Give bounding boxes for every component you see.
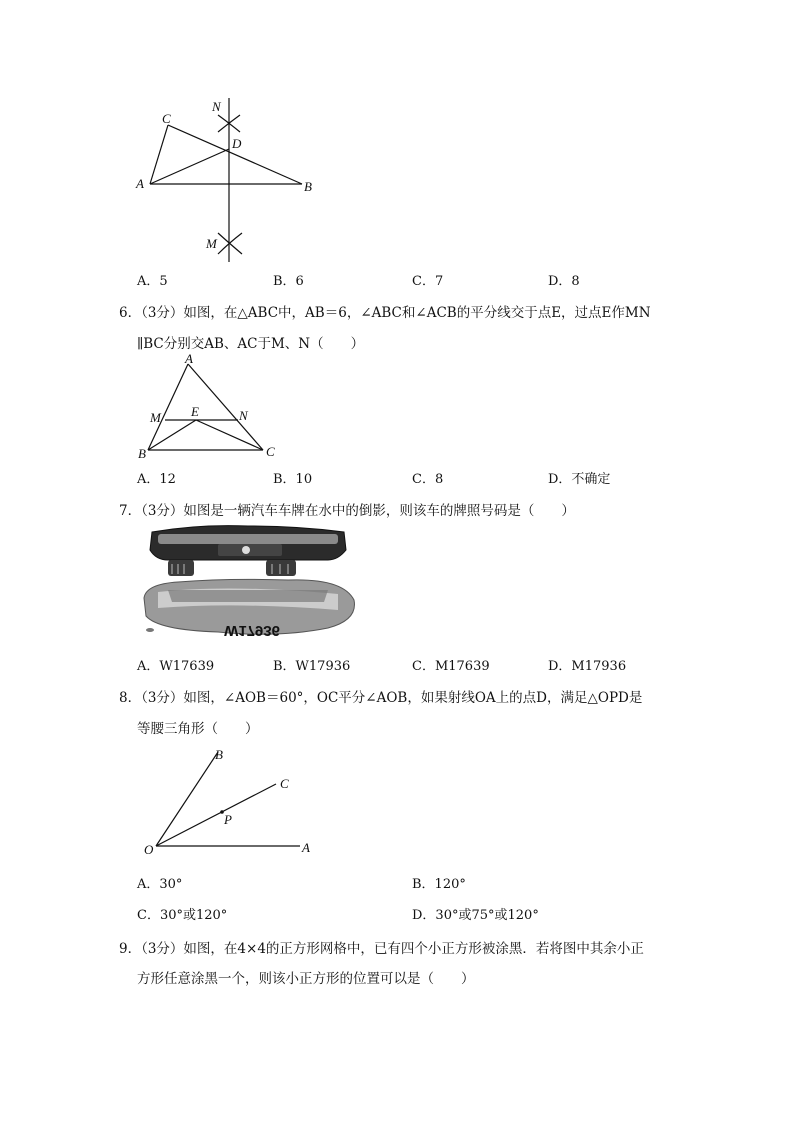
q8-label-b: B <box>215 747 223 762</box>
q5-label-b: B <box>304 179 312 194</box>
q5-figure <box>130 90 330 270</box>
q8-stem-line2: 等腰三角形（ ） <box>137 721 259 737</box>
q6-option-a[interactable]: A．12 <box>137 472 176 487</box>
q9-stem-line1: 9．（3分）如图，在4×4的正方形网格中，已有四个小正方形被涂黑．若将图中其余小正 <box>119 941 644 957</box>
car-wheel-right <box>266 560 296 576</box>
q5-option-b[interactable]: B．6 <box>273 274 304 289</box>
q7-option-b[interactable]: B．W17936 <box>273 659 351 674</box>
q5-segment-ca <box>150 125 168 184</box>
q9-stem-line2: 方形任意涂黑一个，则该小正方形的位置可以是（ ） <box>137 971 475 987</box>
q8-ray-ob <box>156 752 218 846</box>
q6-label-n: N <box>239 408 248 423</box>
q6-option-b[interactable]: B．10 <box>273 472 313 487</box>
q6-option-d[interactable]: D．不确定 <box>548 472 611 487</box>
q7-car-reflection-picture <box>138 520 360 640</box>
q7-option-c[interactable]: C．M17639 <box>412 659 490 674</box>
q8-label-o: O <box>144 842 154 857</box>
q8-label-a: A <box>302 840 310 855</box>
q5-segment-ad <box>150 149 229 184</box>
q6-stem-line2: ∥BC分别交AB、AC于M、N（ ） <box>137 336 365 352</box>
q6-label-b: B <box>138 446 146 461</box>
q5-label-d: D <box>232 136 242 151</box>
q8-figure <box>138 742 328 862</box>
q6-option-c[interactable]: C．8 <box>412 472 444 487</box>
q8-label-c: C <box>280 776 289 791</box>
q6-segment-ce <box>196 420 263 450</box>
q7-reflection-plate-text: W17936 <box>224 622 280 639</box>
q6-label-m: M <box>150 410 161 425</box>
q5-option-d[interactable]: D．8 <box>548 274 580 289</box>
q5-option-a[interactable]: A．5 <box>137 274 168 289</box>
q6-segment-ac <box>188 364 263 450</box>
car-bumper-highlight <box>158 534 338 544</box>
q7-option-a[interactable]: A．W17639 <box>137 659 215 674</box>
q6-label-a: A <box>185 351 193 366</box>
q5-label-n: N <box>212 99 221 114</box>
q5-segment-cb <box>168 125 302 184</box>
q6-label-e: E <box>191 404 199 419</box>
q6-stem-line1: 6．（3分）如图，在△ABC中，AB＝6，∠ABC和∠ACB的平分线交于点E，过点E作MN <box>119 305 651 321</box>
q8-stem-line1: 8．（3分）如图，∠AOB＝60°，OC平分∠AOB，如果射线OA上的点D，满足△OPD是 <box>119 690 643 706</box>
q8-option-d[interactable]: D．30°或75°或120° <box>412 908 539 923</box>
q5-label-a: A <box>136 176 144 191</box>
q7-stem-line1: 7．（3分）如图是一辆汽车车牌在水中的倒影，则该车的牌照号码是（ ） <box>119 503 575 519</box>
q5-label-m: M <box>206 236 217 251</box>
q5-option-c[interactable]: C．7 <box>412 274 444 289</box>
q5-label-c: C <box>162 111 171 126</box>
q8-label-p: P <box>224 812 232 827</box>
q8-option-b[interactable]: B．120° <box>412 877 466 892</box>
q6-label-c: C <box>266 444 275 459</box>
q7-option-d[interactable]: D．M17936 <box>548 659 627 674</box>
q8-option-a[interactable]: A．30° <box>137 877 183 892</box>
q8-ray-oc <box>156 784 276 846</box>
q6-figure <box>132 352 292 464</box>
q8-option-c[interactable]: C．30°或120° <box>137 908 228 923</box>
